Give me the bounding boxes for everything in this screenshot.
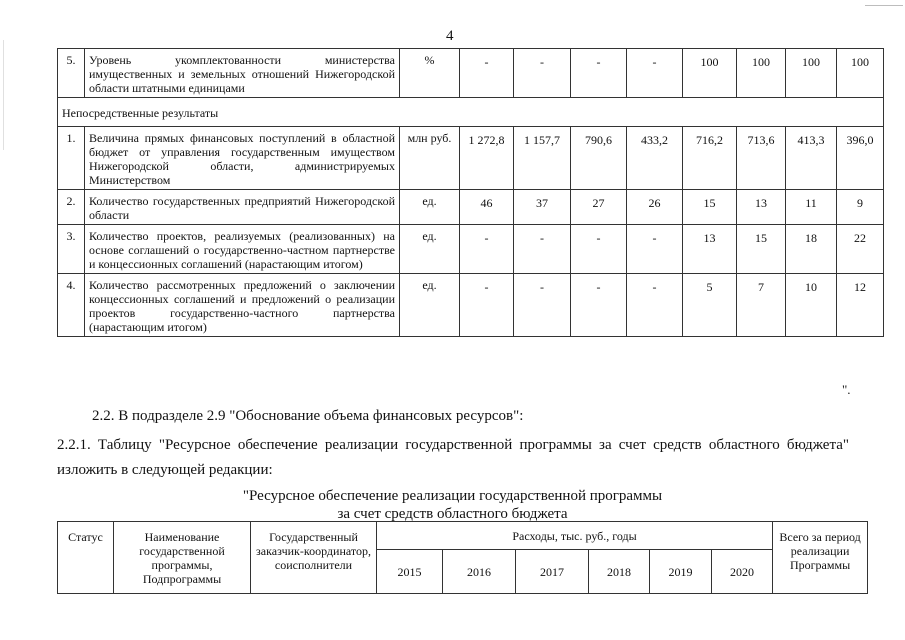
value-cell: - [514, 49, 571, 98]
value-cell: 46 [460, 190, 514, 225]
row-number: 2. [58, 190, 85, 225]
indicator-name: Количество государственных предприятий Нижегородской области [85, 190, 400, 225]
table-row [58, 274, 884, 337]
header-status: Статус [58, 522, 114, 594]
unit-cell: ед. [400, 190, 460, 225]
table-caption-line-2: за счет средств областного бюджета [337, 506, 568, 522]
row-number: 1. [58, 127, 85, 190]
section-row [58, 98, 884, 127]
year-cell: 2016 [443, 550, 516, 594]
value-cell: 713,6 [737, 127, 786, 190]
value-cell: 22 [837, 225, 884, 274]
resource-table [57, 521, 868, 594]
value-cell: 1 157,7 [514, 127, 571, 190]
table-row [58, 190, 884, 225]
table-caption-line-1: "Ресурсное обеспечение реализации государственной программы [242, 488, 663, 504]
unit-cell: ед. [400, 274, 460, 337]
header-expenses: Расходы, тыс. руб., годы [377, 522, 773, 550]
value-cell: 11 [786, 190, 837, 225]
value-cell: 13 [683, 225, 737, 274]
results-table [57, 48, 884, 337]
year-cell: 2020 [712, 550, 773, 594]
value-cell: 716,2 [683, 127, 737, 190]
value-cell: 100 [786, 49, 837, 98]
value-cell: - [460, 49, 514, 98]
value-cell: 100 [737, 49, 786, 98]
value-cell: 1 272,8 [460, 127, 514, 190]
paragraph-2-2: 2.2. В подразделе 2.9 "Обоснование объема финансовых ресурсов": [92, 408, 524, 424]
value-cell: - [460, 274, 514, 337]
header-total: Всего за период реализации Программы [773, 522, 868, 594]
value-cell: 100 [683, 49, 737, 98]
year-cell: 2018 [589, 550, 650, 594]
value-cell: - [514, 274, 571, 337]
value-cell: 15 [737, 225, 786, 274]
value-cell: - [514, 225, 571, 274]
value-cell: - [627, 225, 683, 274]
value-cell: - [627, 49, 683, 98]
value-cell: 7 [737, 274, 786, 337]
value-cell: - [571, 49, 627, 98]
value-cell: - [571, 274, 627, 337]
indicator-name: Количество проектов, реализуемых (реализованных) на основе соглашений о государственно-частном партнерстве и концессионных соглашений (нарастающим итогом) [85, 225, 400, 274]
scan-edge-line [865, 5, 903, 6]
indicator-name: Количество рассмотренных предложений о заключении концессионных соглашений и предложений о реализации проектов государственно-частного партнерства (нарастающим итогом) [85, 274, 400, 337]
value-cell: 27 [571, 190, 627, 225]
header-program-name: Наименование государственной программы, Подпрограммы [114, 522, 251, 594]
year-cell: 2015 [377, 550, 443, 594]
row-number: 4. [58, 274, 85, 337]
value-cell: 5 [683, 274, 737, 337]
page-number: 4 [446, 28, 454, 44]
value-cell: 26 [627, 190, 683, 225]
table-row [58, 49, 884, 98]
row-number: 5. [58, 49, 85, 98]
scan-edge-line [3, 40, 4, 150]
resource-header-row [58, 522, 868, 550]
year-cell: 2019 [650, 550, 712, 594]
value-cell: 9 [837, 190, 884, 225]
year-cell: 2017 [516, 550, 589, 594]
row-number: 3. [58, 225, 85, 274]
unit-cell: % [400, 49, 460, 98]
value-cell: 13 [737, 190, 786, 225]
value-cell: 15 [683, 190, 737, 225]
table-row [58, 225, 884, 274]
value-cell: 433,2 [627, 127, 683, 190]
value-cell: 12 [837, 274, 884, 337]
unit-cell: млн руб. [400, 127, 460, 190]
value-cell: 790,6 [571, 127, 627, 190]
unit-cell: ед. [400, 225, 460, 274]
value-cell: 396,0 [837, 127, 884, 190]
indicator-name: Уровень укомплектованности министерства имущественных и земельных отношений Нижегородской области штатными единицами [85, 49, 400, 98]
indicator-name: Величина прямых финансовых поступлений в областной бюджет от управления государственным имуществом Нижегородской области, администрируемых Министерством [85, 127, 400, 190]
value-cell: - [571, 225, 627, 274]
closing-quote: ". [842, 382, 851, 397]
value-cell: 37 [514, 190, 571, 225]
value-cell: - [627, 274, 683, 337]
value-cell: 18 [786, 225, 837, 274]
section-label: Непосредственные результаты [58, 98, 884, 127]
header-customer: Государственный заказчик-координатор, соисполнители [251, 522, 377, 594]
value-cell: - [460, 225, 514, 274]
value-cell: 413,3 [786, 127, 837, 190]
table-row [58, 127, 884, 190]
value-cell: 100 [837, 49, 884, 98]
paragraph-2-2-1: 2.2.1. Таблицу "Ресурсное обеспечение реализации государственной программы за счет средств областного бюджета" изложить в следующей редакции: [57, 437, 849, 478]
results-table-body [58, 49, 884, 337]
value-cell: 10 [786, 274, 837, 337]
